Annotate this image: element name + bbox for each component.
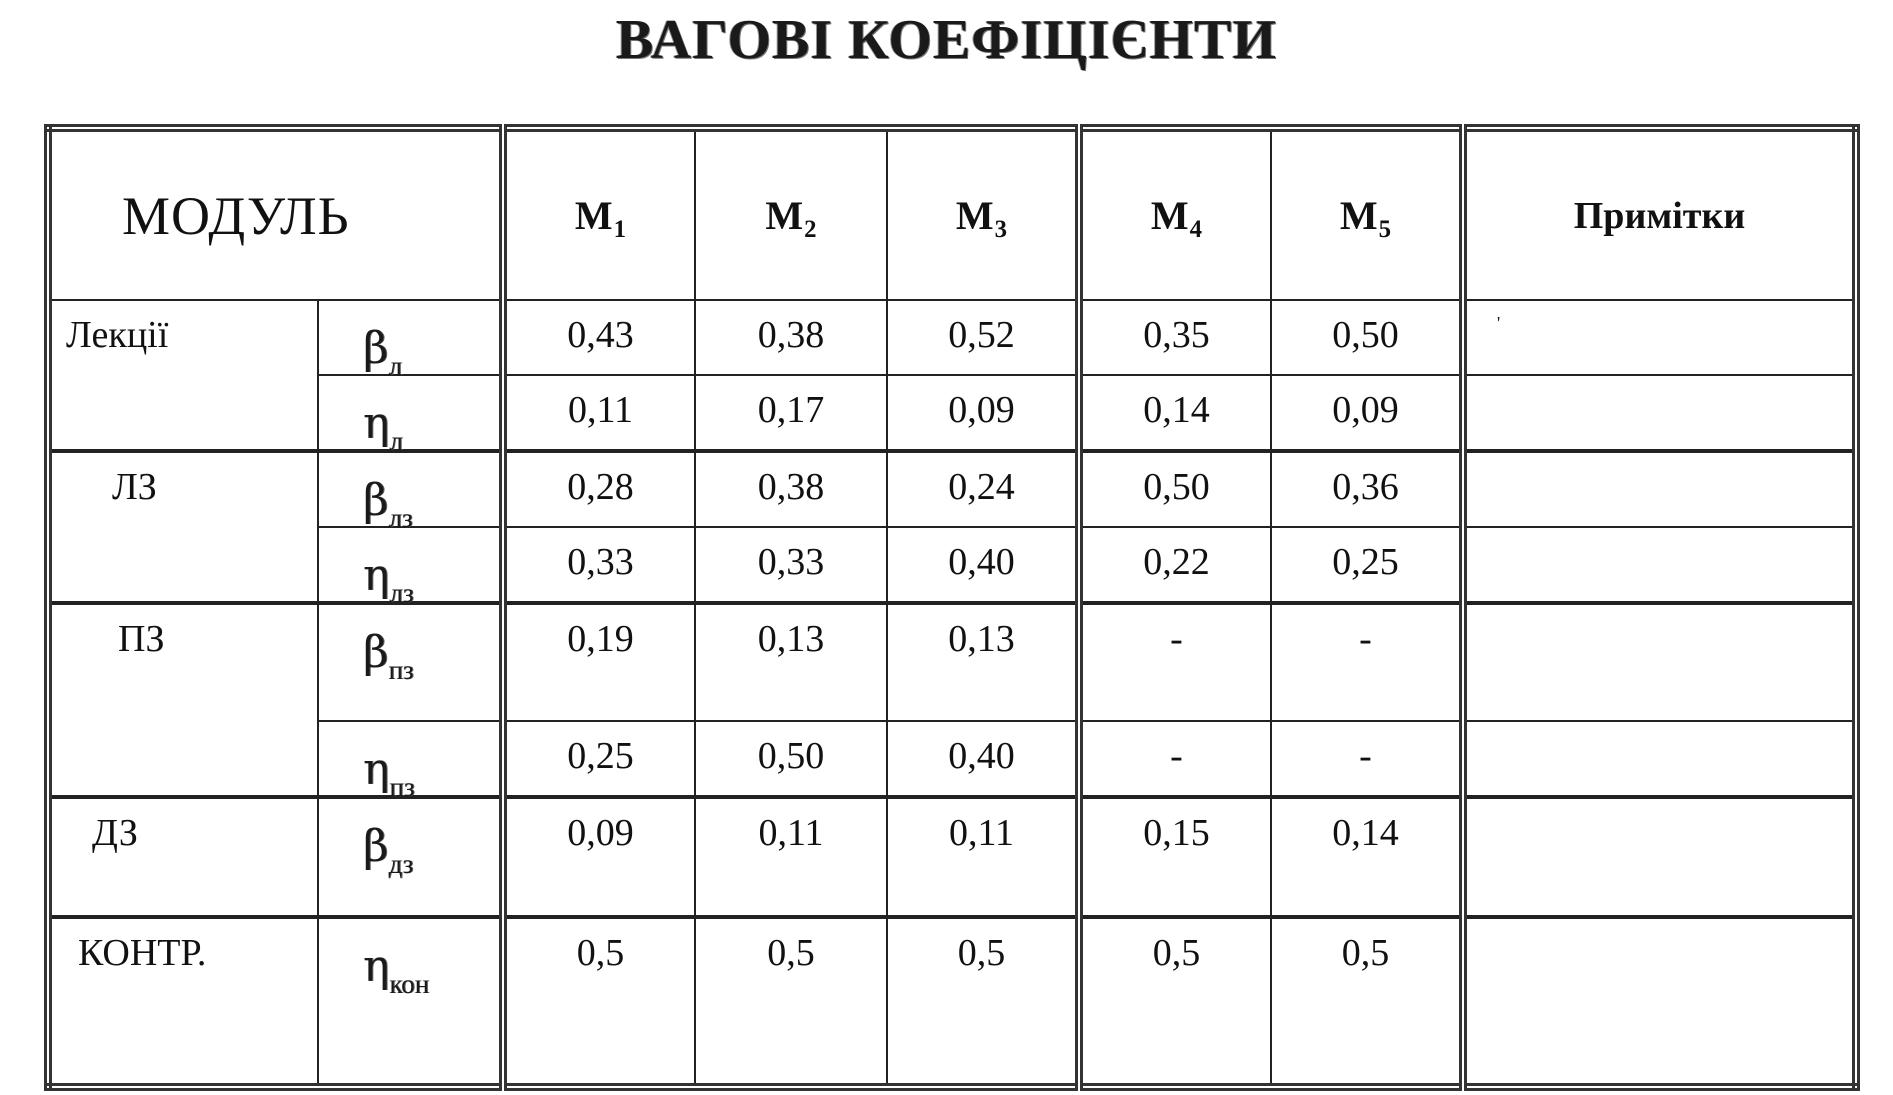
table-row <box>48 603 1856 721</box>
module-label: М <box>765 193 804 238</box>
value-cell-m2: 0,13 <box>695 603 887 721</box>
symbol-subscript: пз <box>388 655 414 685</box>
group-label-lab: ЛЗ <box>48 451 318 603</box>
value-cell-m1: 0,43 <box>503 300 695 375</box>
group-label-control: КОНТР. <box>48 917 318 1087</box>
group-label-homework: ДЗ <box>48 797 318 917</box>
coefficient-symbol-beta <box>318 797 503 917</box>
symbol-subscript: дз <box>388 849 414 879</box>
table-row <box>48 721 1856 797</box>
module-label: М <box>574 193 613 238</box>
group-label-practice: ПЗ <box>48 603 318 797</box>
notes-cell <box>1463 375 1856 451</box>
value-cell-m5: 0,14 <box>1271 797 1463 917</box>
symbol-letter: η <box>363 398 390 449</box>
coefficient-symbol-eta <box>318 917 503 1087</box>
symbol-subscript: лз <box>388 503 413 533</box>
notes-cell <box>1463 721 1856 797</box>
value-cell-m3: 0,13 <box>887 603 1079 721</box>
value-cell-m4: 0,15 <box>1079 797 1271 917</box>
header-row <box>48 128 1856 300</box>
symbol-subscript: л <box>388 351 402 381</box>
coefficient-symbol-beta <box>318 451 503 533</box>
value-cell-m1: 0,5 <box>503 917 695 1087</box>
symbol-subscript: л <box>389 426 403 456</box>
table-body <box>48 300 1856 1087</box>
notes-cell <box>1463 527 1856 603</box>
module-m1-header <box>503 128 695 300</box>
value-cell-m3: 0,24 <box>887 451 1079 527</box>
table-row <box>48 451 1856 527</box>
module-index: 2 <box>804 215 817 243</box>
value-cell-m3: 0,52 <box>887 300 1079 375</box>
value-cell-m4: - <box>1079 721 1271 797</box>
notes-header: Примітки <box>1463 128 1856 300</box>
value-cell-m5: - <box>1271 721 1463 797</box>
value-cell-m3: 0,11 <box>887 797 1079 917</box>
module-label: М <box>1339 193 1378 238</box>
module-index: 5 <box>1378 215 1392 243</box>
value-cell-m5: 0,50 <box>1271 300 1463 375</box>
module-label: М <box>955 193 994 238</box>
symbol-subscript: кон <box>389 969 430 999</box>
symbol-letter: β <box>363 323 389 374</box>
value-cell-m1: 0,33 <box>503 527 695 603</box>
value-cell-m1: 0,28 <box>503 451 695 527</box>
value-cell-m1: 0,25 <box>503 721 695 797</box>
coefficient-symbol-beta <box>318 300 503 381</box>
table-row <box>48 375 1856 451</box>
table-row <box>48 527 1856 603</box>
notes-cell <box>1463 603 1856 721</box>
value-cell-m4: 0,22 <box>1079 527 1271 603</box>
group-label-lectures: Лекції <box>48 300 318 451</box>
value-cell-m2: 0,38 <box>695 300 887 375</box>
value-cell-m2: 0,11 <box>695 797 887 917</box>
value-cell-m3: 0,09 <box>887 375 1079 451</box>
coefficient-symbol-eta <box>318 527 503 608</box>
value-cell-m3: 0,40 <box>887 721 1079 797</box>
page-title: ВАГОВІ КОЕФІЦІЄНТИ <box>615 9 1277 71</box>
module-m4-header <box>1079 128 1271 300</box>
value-cell-m4: 0,5 <box>1079 917 1271 1087</box>
module-m2-header <box>695 128 887 300</box>
value-cell-m4: - <box>1079 603 1271 721</box>
symbol-subscript: пз <box>389 772 415 802</box>
notes-cell: ' <box>1463 300 1856 375</box>
coefficient-symbol-beta <box>318 603 503 721</box>
symbol-letter: β <box>363 821 389 872</box>
value-cell-m4: 0,14 <box>1079 375 1271 451</box>
module-index: 4 <box>1189 215 1203 243</box>
value-cell-m2: 0,33 <box>695 527 887 603</box>
table-row <box>48 797 1856 917</box>
value-cell-m5: 0,5 <box>1271 917 1463 1087</box>
coefficient-symbol-eta <box>318 375 503 456</box>
value-cell-m1: 0,09 <box>503 797 695 917</box>
module-m3-header <box>887 128 1079 300</box>
notes-cell <box>1463 917 1856 1087</box>
value-cell-m2: 0,5 <box>695 917 887 1087</box>
coefficient-symbol-eta <box>318 721 503 802</box>
module-m5-header <box>1271 128 1463 300</box>
value-cell-m5: 0,36 <box>1271 451 1463 527</box>
value-cell-m2: 0,17 <box>695 375 887 451</box>
value-cell-m5: - <box>1271 603 1463 721</box>
module-label: М <box>1150 193 1189 238</box>
value-cell-m1: 0,19 <box>503 603 695 721</box>
value-cell-m5: 0,25 <box>1271 527 1463 603</box>
module-index: 3 <box>994 215 1008 243</box>
value-cell-m5: 0,09 <box>1271 375 1463 451</box>
value-cell-m2: 0,50 <box>695 721 887 797</box>
weight-coefficients-table <box>44 124 1860 1091</box>
symbol-letter: β <box>363 627 389 678</box>
value-cell-m3: 0,40 <box>887 527 1079 603</box>
module-header: МОДУЛЬ <box>48 128 503 300</box>
table-row <box>48 300 1856 375</box>
symbol-letter: η <box>363 550 390 601</box>
module-index: 1 <box>613 215 627 243</box>
value-cell-m4: 0,35 <box>1079 300 1271 375</box>
table-row <box>48 917 1856 1087</box>
value-cell-m1: 0,11 <box>503 375 695 451</box>
value-cell-m2: 0,38 <box>695 451 887 527</box>
symbol-letter: η <box>363 744 390 795</box>
notes-cell <box>1463 451 1856 527</box>
value-cell-m4: 0,50 <box>1079 451 1271 527</box>
value-cell-m3: 0,5 <box>887 917 1079 1087</box>
symbol-letter: β <box>363 475 389 526</box>
notes-cell <box>1463 797 1856 917</box>
symbol-letter: η <box>363 941 390 992</box>
symbol-subscript: лз <box>389 578 414 608</box>
